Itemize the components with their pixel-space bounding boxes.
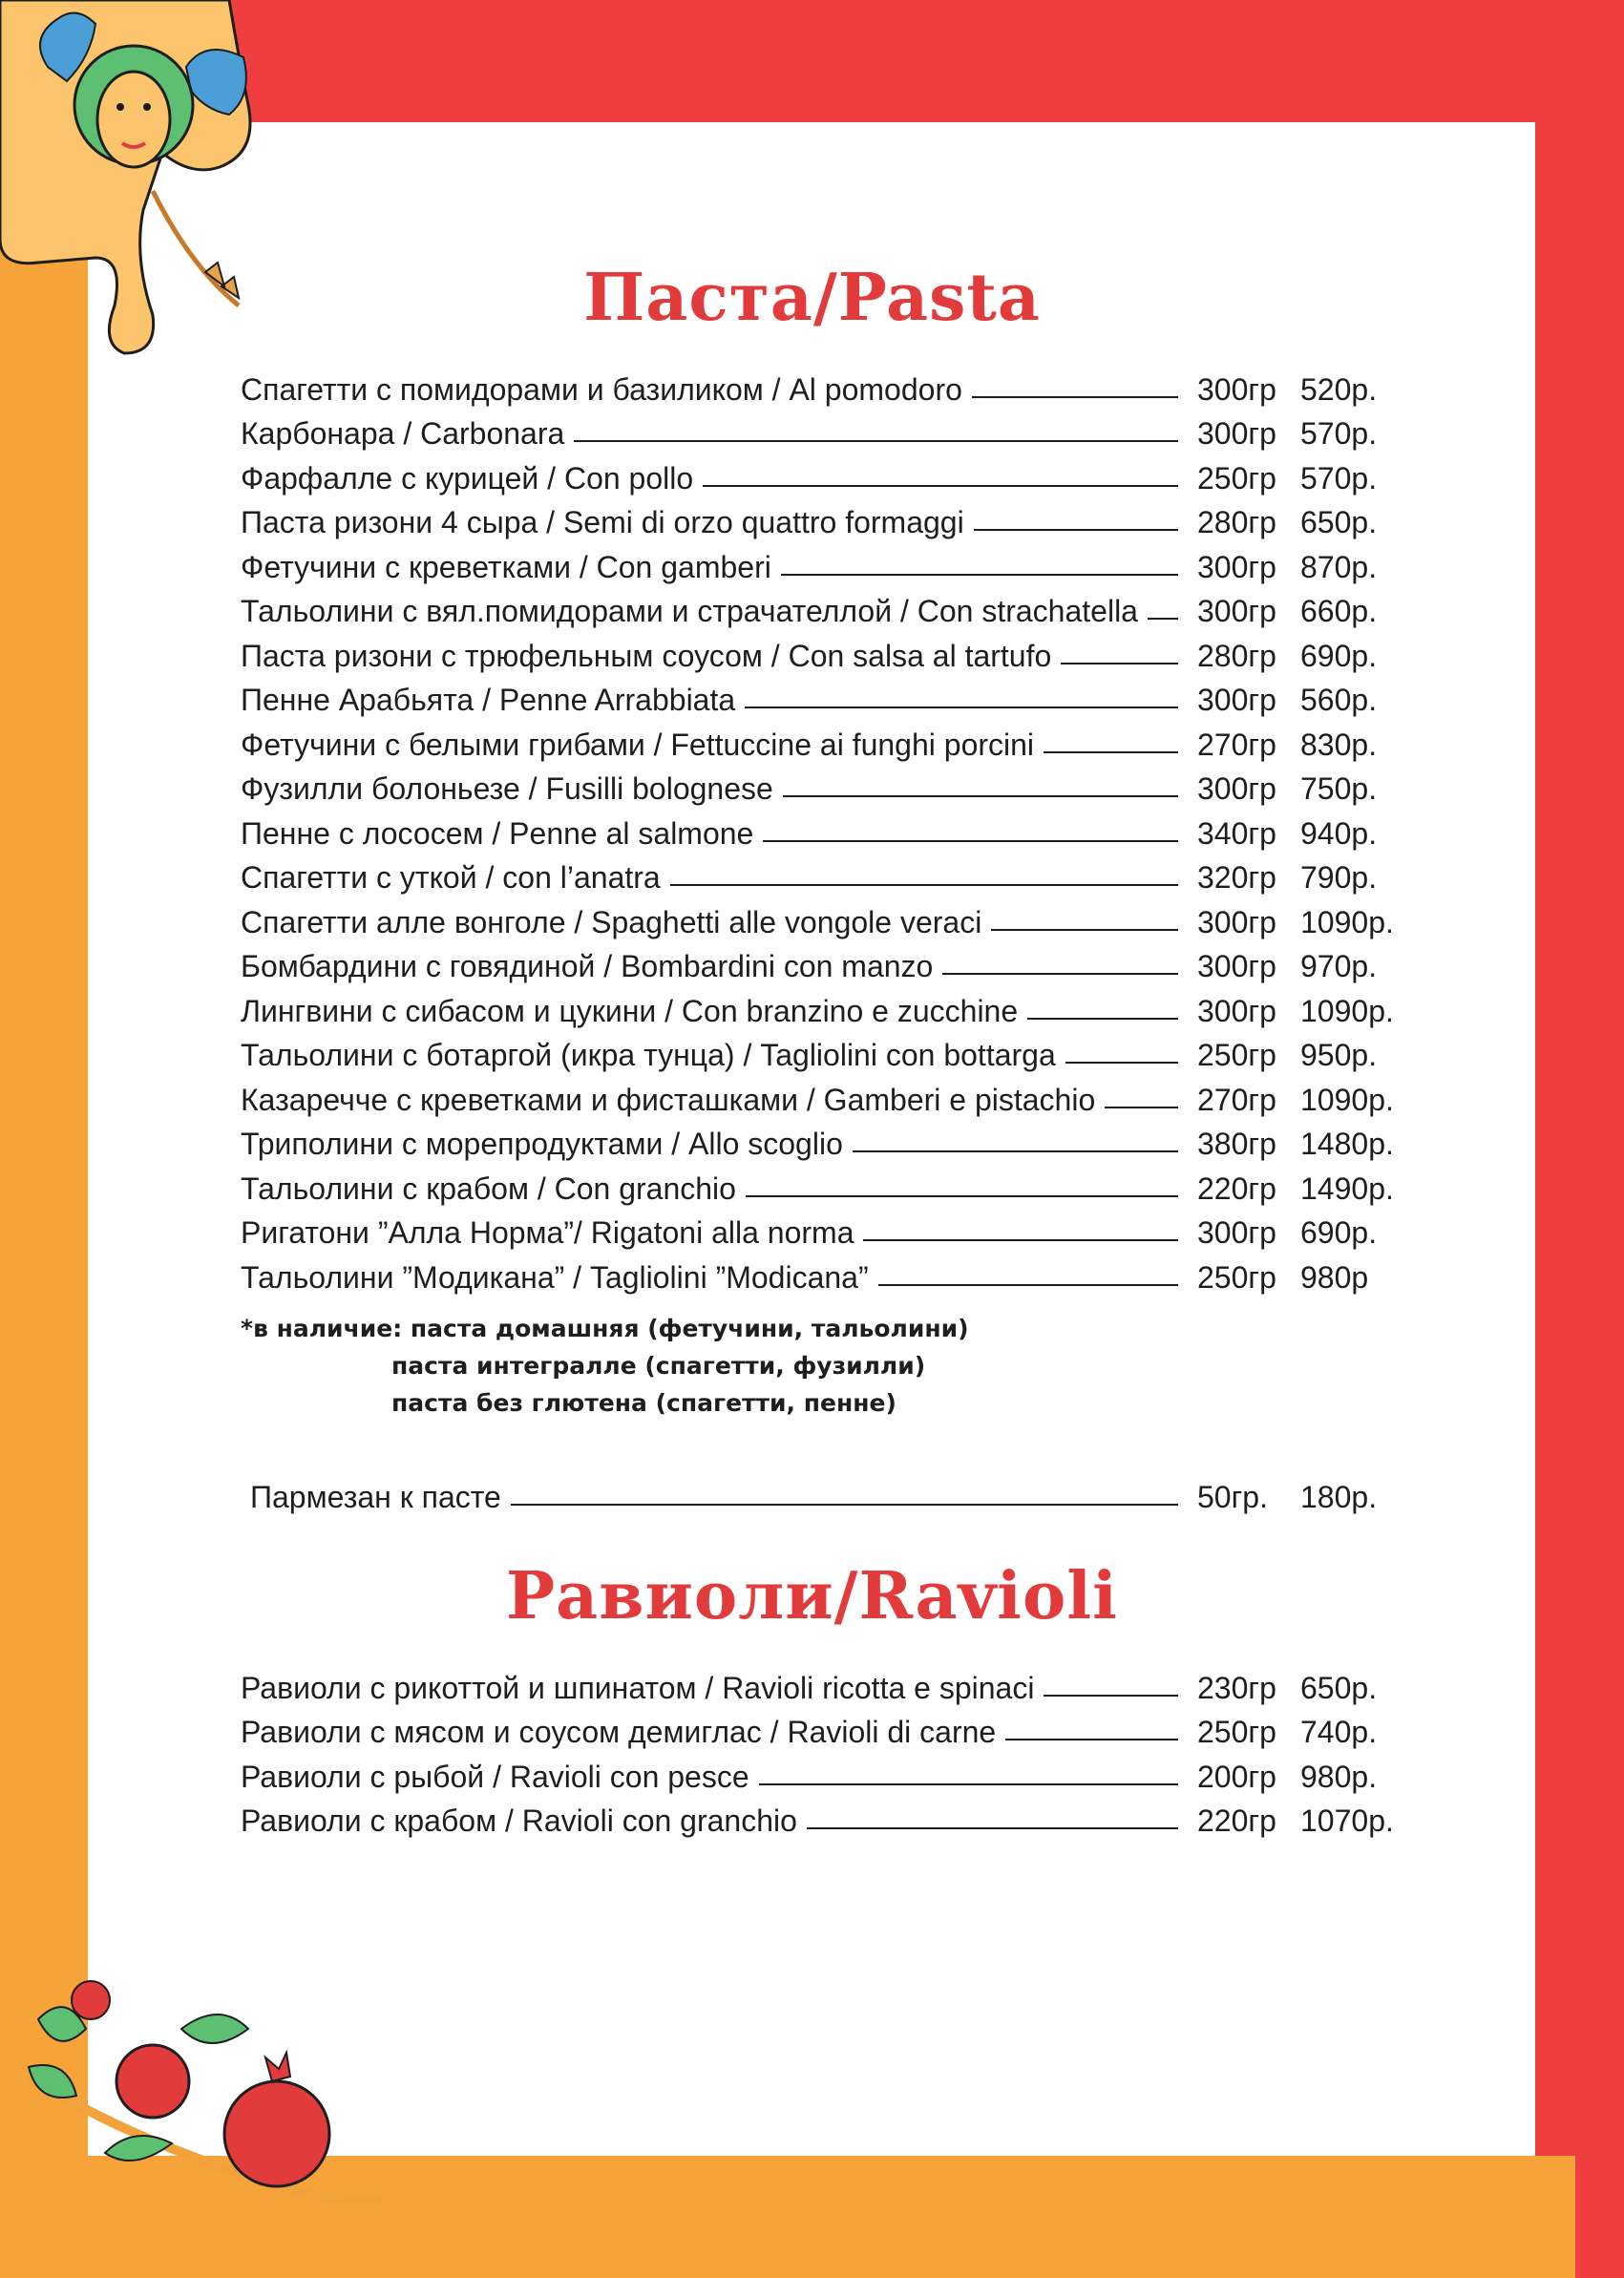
item-price: 1090р. bbox=[1300, 904, 1394, 939]
pasta-menu-list bbox=[241, 363, 1405, 1296]
menu-item bbox=[241, 540, 1405, 585]
item-name: Ригатони ”Алла Норма”/ Rigatoni alla norma bbox=[241, 1215, 854, 1250]
item-weight: 300гр bbox=[1197, 1215, 1276, 1250]
item-price: 650р. bbox=[1300, 505, 1378, 539]
dot-leader bbox=[863, 1239, 1178, 1241]
item-name: Спагетти с уткой / con l’anatra bbox=[241, 860, 661, 895]
dot-leader bbox=[746, 1195, 1178, 1197]
item-weight: 300гр bbox=[1197, 904, 1276, 939]
item-weight: 250гр bbox=[1197, 1038, 1276, 1072]
menu-item bbox=[241, 629, 1405, 674]
item-name: Тальолини с вял.помидорами и страчателлой / Con strachatella bbox=[241, 594, 1138, 628]
item-weight: 300гр bbox=[1197, 771, 1276, 806]
dot-leader bbox=[763, 840, 1178, 842]
item-price: 180р. bbox=[1300, 1479, 1378, 1514]
menu-item bbox=[241, 718, 1405, 763]
menu-item bbox=[241, 1251, 1405, 1296]
item-weight: 300гр bbox=[1197, 371, 1276, 407]
item-weight: 270гр bbox=[1197, 727, 1276, 762]
menu-item bbox=[241, 1706, 1405, 1751]
dot-leader bbox=[670, 884, 1178, 886]
menu-item bbox=[241, 496, 1405, 541]
menu-item bbox=[241, 807, 1405, 852]
dot-leader bbox=[783, 795, 1178, 797]
item-name: Бомбардини с говядиной / Bombardini con manzo bbox=[241, 949, 934, 983]
menu-item bbox=[241, 1795, 1405, 1840]
item-weight: 300гр bbox=[1197, 683, 1276, 717]
item-price: 870р. bbox=[1300, 549, 1378, 584]
item-name: Пармезан к пасте bbox=[250, 1479, 501, 1514]
item-weight: 250гр bbox=[1197, 1259, 1276, 1295]
item-name: Триполини с морепродуктами / Allo scoglio bbox=[241, 1127, 843, 1161]
item-name: Равиоли с рикоттой и шпинатом / Ravioli ricotta e spinaci bbox=[241, 1670, 1035, 1705]
item-price: 750р. bbox=[1300, 771, 1378, 806]
dot-leader bbox=[781, 574, 1178, 576]
item-price: 1090р. bbox=[1300, 993, 1394, 1028]
menu-item bbox=[241, 363, 1405, 408]
dot-leader bbox=[1061, 663, 1178, 664]
item-name: Тальолини с ботаргой (икра тунца) / Tagliolini con bottarga bbox=[241, 1038, 1056, 1072]
dot-leader bbox=[574, 440, 1178, 442]
menu-item bbox=[241, 1162, 1405, 1207]
item-weight: 250гр bbox=[1197, 1715, 1276, 1749]
item-price: 950р. bbox=[1300, 1038, 1378, 1072]
item-weight: 200гр bbox=[1197, 1759, 1276, 1794]
item-weight: 380гр bbox=[1197, 1127, 1276, 1161]
menu-item bbox=[241, 763, 1405, 808]
item-price: 520р. bbox=[1300, 371, 1378, 407]
dot-leader bbox=[511, 1504, 1178, 1506]
menu-item bbox=[241, 674, 1405, 719]
item-name: Лингвини с сибасом и цукини / Con branzino e zucchine bbox=[241, 993, 1019, 1028]
item-name: Пенне с лососем / Penne al salmone bbox=[241, 815, 754, 851]
menu-item bbox=[241, 1073, 1405, 1118]
dot-leader bbox=[974, 529, 1178, 531]
item-name: Спагетти алле вонголе / Spaghetti alle vongole veraci bbox=[241, 904, 982, 939]
menu-item bbox=[241, 1661, 1405, 1706]
item-price: 570р. bbox=[1300, 460, 1378, 496]
item-name: Фетучини с креветками / Con gamberi bbox=[241, 549, 771, 584]
menu-item bbox=[241, 984, 1405, 1029]
pasta-availability-note bbox=[241, 1310, 969, 1422]
item-name: Казаречче с креветками и фисташками / Gamberi e pistachio bbox=[241, 1082, 1096, 1117]
item-price: 1480р. bbox=[1300, 1127, 1394, 1161]
item-weight: 300гр bbox=[1197, 549, 1276, 584]
menu-item bbox=[241, 896, 1405, 940]
item-name: Равиоли с крабом / Ravioli con granchio bbox=[241, 1803, 797, 1838]
item-price: 740р. bbox=[1300, 1715, 1378, 1749]
item-price: 1490р. bbox=[1300, 1171, 1394, 1206]
pomegranate-branch-icon bbox=[19, 1962, 382, 2210]
item-price: 970р. bbox=[1300, 949, 1378, 983]
item-weight: 220гр bbox=[1197, 1803, 1276, 1838]
dot-leader bbox=[1027, 1018, 1178, 1020]
pasta-heading: Паста/Pasta bbox=[583, 260, 1041, 336]
item-price: 980р. bbox=[1300, 1759, 1378, 1794]
item-name: Карбонара / Carbonara bbox=[241, 416, 565, 451]
item-weight: 250гр bbox=[1197, 460, 1276, 496]
dot-leader bbox=[942, 973, 1178, 975]
item-name: Спагетти с помидорами и базиликом / Al pomodoro bbox=[241, 371, 962, 407]
note-line: *в наличие: паста домашняя (фетучини, тальолини) bbox=[241, 1315, 969, 1342]
item-price: 980р bbox=[1300, 1259, 1369, 1295]
item-name: Фарфалле с курицей / Con pollo bbox=[241, 460, 694, 496]
dot-leader bbox=[759, 1783, 1178, 1785]
dot-leader bbox=[1148, 618, 1178, 620]
item-name: Фетучини с белыми грибами / Fettuccine ai funghi porcini bbox=[241, 727, 1035, 762]
item-weight: 220гр bbox=[1197, 1171, 1276, 1206]
menu-item bbox=[241, 1207, 1405, 1252]
item-weight: 300гр bbox=[1197, 594, 1276, 628]
menu-item bbox=[241, 940, 1405, 985]
item-name: Равиоли с рыбой / Ravioli con pesce bbox=[241, 1759, 749, 1794]
dot-leader bbox=[1044, 751, 1178, 753]
item-weight: 280гр bbox=[1197, 638, 1276, 673]
item-name: Паста ризони 4 сыра / Semi di orzo quattro formaggi bbox=[241, 505, 964, 539]
parmesan-row bbox=[250, 1470, 1405, 1515]
item-name: Пенне Арабьята / Penne Arrabbiata bbox=[241, 683, 736, 717]
item-weight: 320гр bbox=[1197, 860, 1276, 895]
item-price: 690р. bbox=[1300, 638, 1378, 673]
item-price: 830р. bbox=[1300, 727, 1378, 762]
menu-item bbox=[241, 585, 1405, 630]
item-weight: 280гр bbox=[1197, 505, 1276, 539]
item-price: 570р. bbox=[1300, 416, 1378, 451]
item-weight: 270гр bbox=[1197, 1082, 1276, 1117]
item-weight: 230гр bbox=[1197, 1670, 1276, 1705]
note-line: паста интегралле (спагетти, фузилли) bbox=[391, 1352, 926, 1380]
menu-item bbox=[241, 852, 1405, 896]
item-price: 1090р. bbox=[1300, 1082, 1394, 1117]
dot-leader bbox=[1005, 1739, 1178, 1740]
item-name: Тальолини ”Модикана” / Tagliolini ”Modicana” bbox=[241, 1259, 869, 1295]
dot-leader bbox=[807, 1827, 1178, 1829]
ravioli-heading: Равиоли/Ravioli bbox=[506, 1558, 1118, 1635]
item-weight: 300гр bbox=[1197, 993, 1276, 1028]
item-price: 790р. bbox=[1300, 860, 1378, 895]
menu-item bbox=[241, 1029, 1405, 1074]
item-price: 660р. bbox=[1300, 594, 1378, 628]
item-weight: 300гр bbox=[1197, 416, 1276, 451]
item-weight: 50гр. bbox=[1197, 1479, 1268, 1514]
item-price: 940р. bbox=[1300, 815, 1378, 851]
item-name: Паста ризони с трюфельным соусом / Con salsa al tartufo bbox=[241, 638, 1052, 673]
item-price: 560р. bbox=[1300, 683, 1378, 717]
menu-item bbox=[241, 1750, 1405, 1795]
menu-item bbox=[241, 408, 1405, 453]
dot-leader bbox=[703, 485, 1178, 487]
dot-leader bbox=[991, 929, 1178, 931]
dot-leader bbox=[972, 396, 1178, 398]
item-name: Равиоли с мясом и соусом демиглас / Ravioli di carne bbox=[241, 1715, 997, 1749]
menu-item bbox=[241, 452, 1405, 496]
dot-leader bbox=[1065, 1062, 1178, 1064]
ravioli-menu-list bbox=[241, 1661, 1405, 1839]
dot-leader bbox=[853, 1150, 1178, 1152]
note-line: паста без глютена (спагетти, пенне) bbox=[391, 1389, 896, 1417]
item-price: 690р. bbox=[1300, 1215, 1378, 1250]
item-name: Фузилли болоньезе / Fusilli bolognese bbox=[241, 771, 773, 806]
item-price: 1070р. bbox=[1300, 1803, 1394, 1838]
item-price: 650р. bbox=[1300, 1670, 1378, 1705]
dot-leader bbox=[1105, 1107, 1178, 1108]
menu-item bbox=[241, 1118, 1405, 1163]
item-weight: 300гр bbox=[1197, 949, 1276, 983]
dot-leader bbox=[745, 707, 1178, 708]
dot-leader bbox=[1044, 1695, 1178, 1697]
dot-leader bbox=[878, 1284, 1178, 1286]
item-name: Тальолини с крабом / Con granchio bbox=[241, 1171, 736, 1206]
item-weight: 340гр bbox=[1197, 815, 1276, 851]
